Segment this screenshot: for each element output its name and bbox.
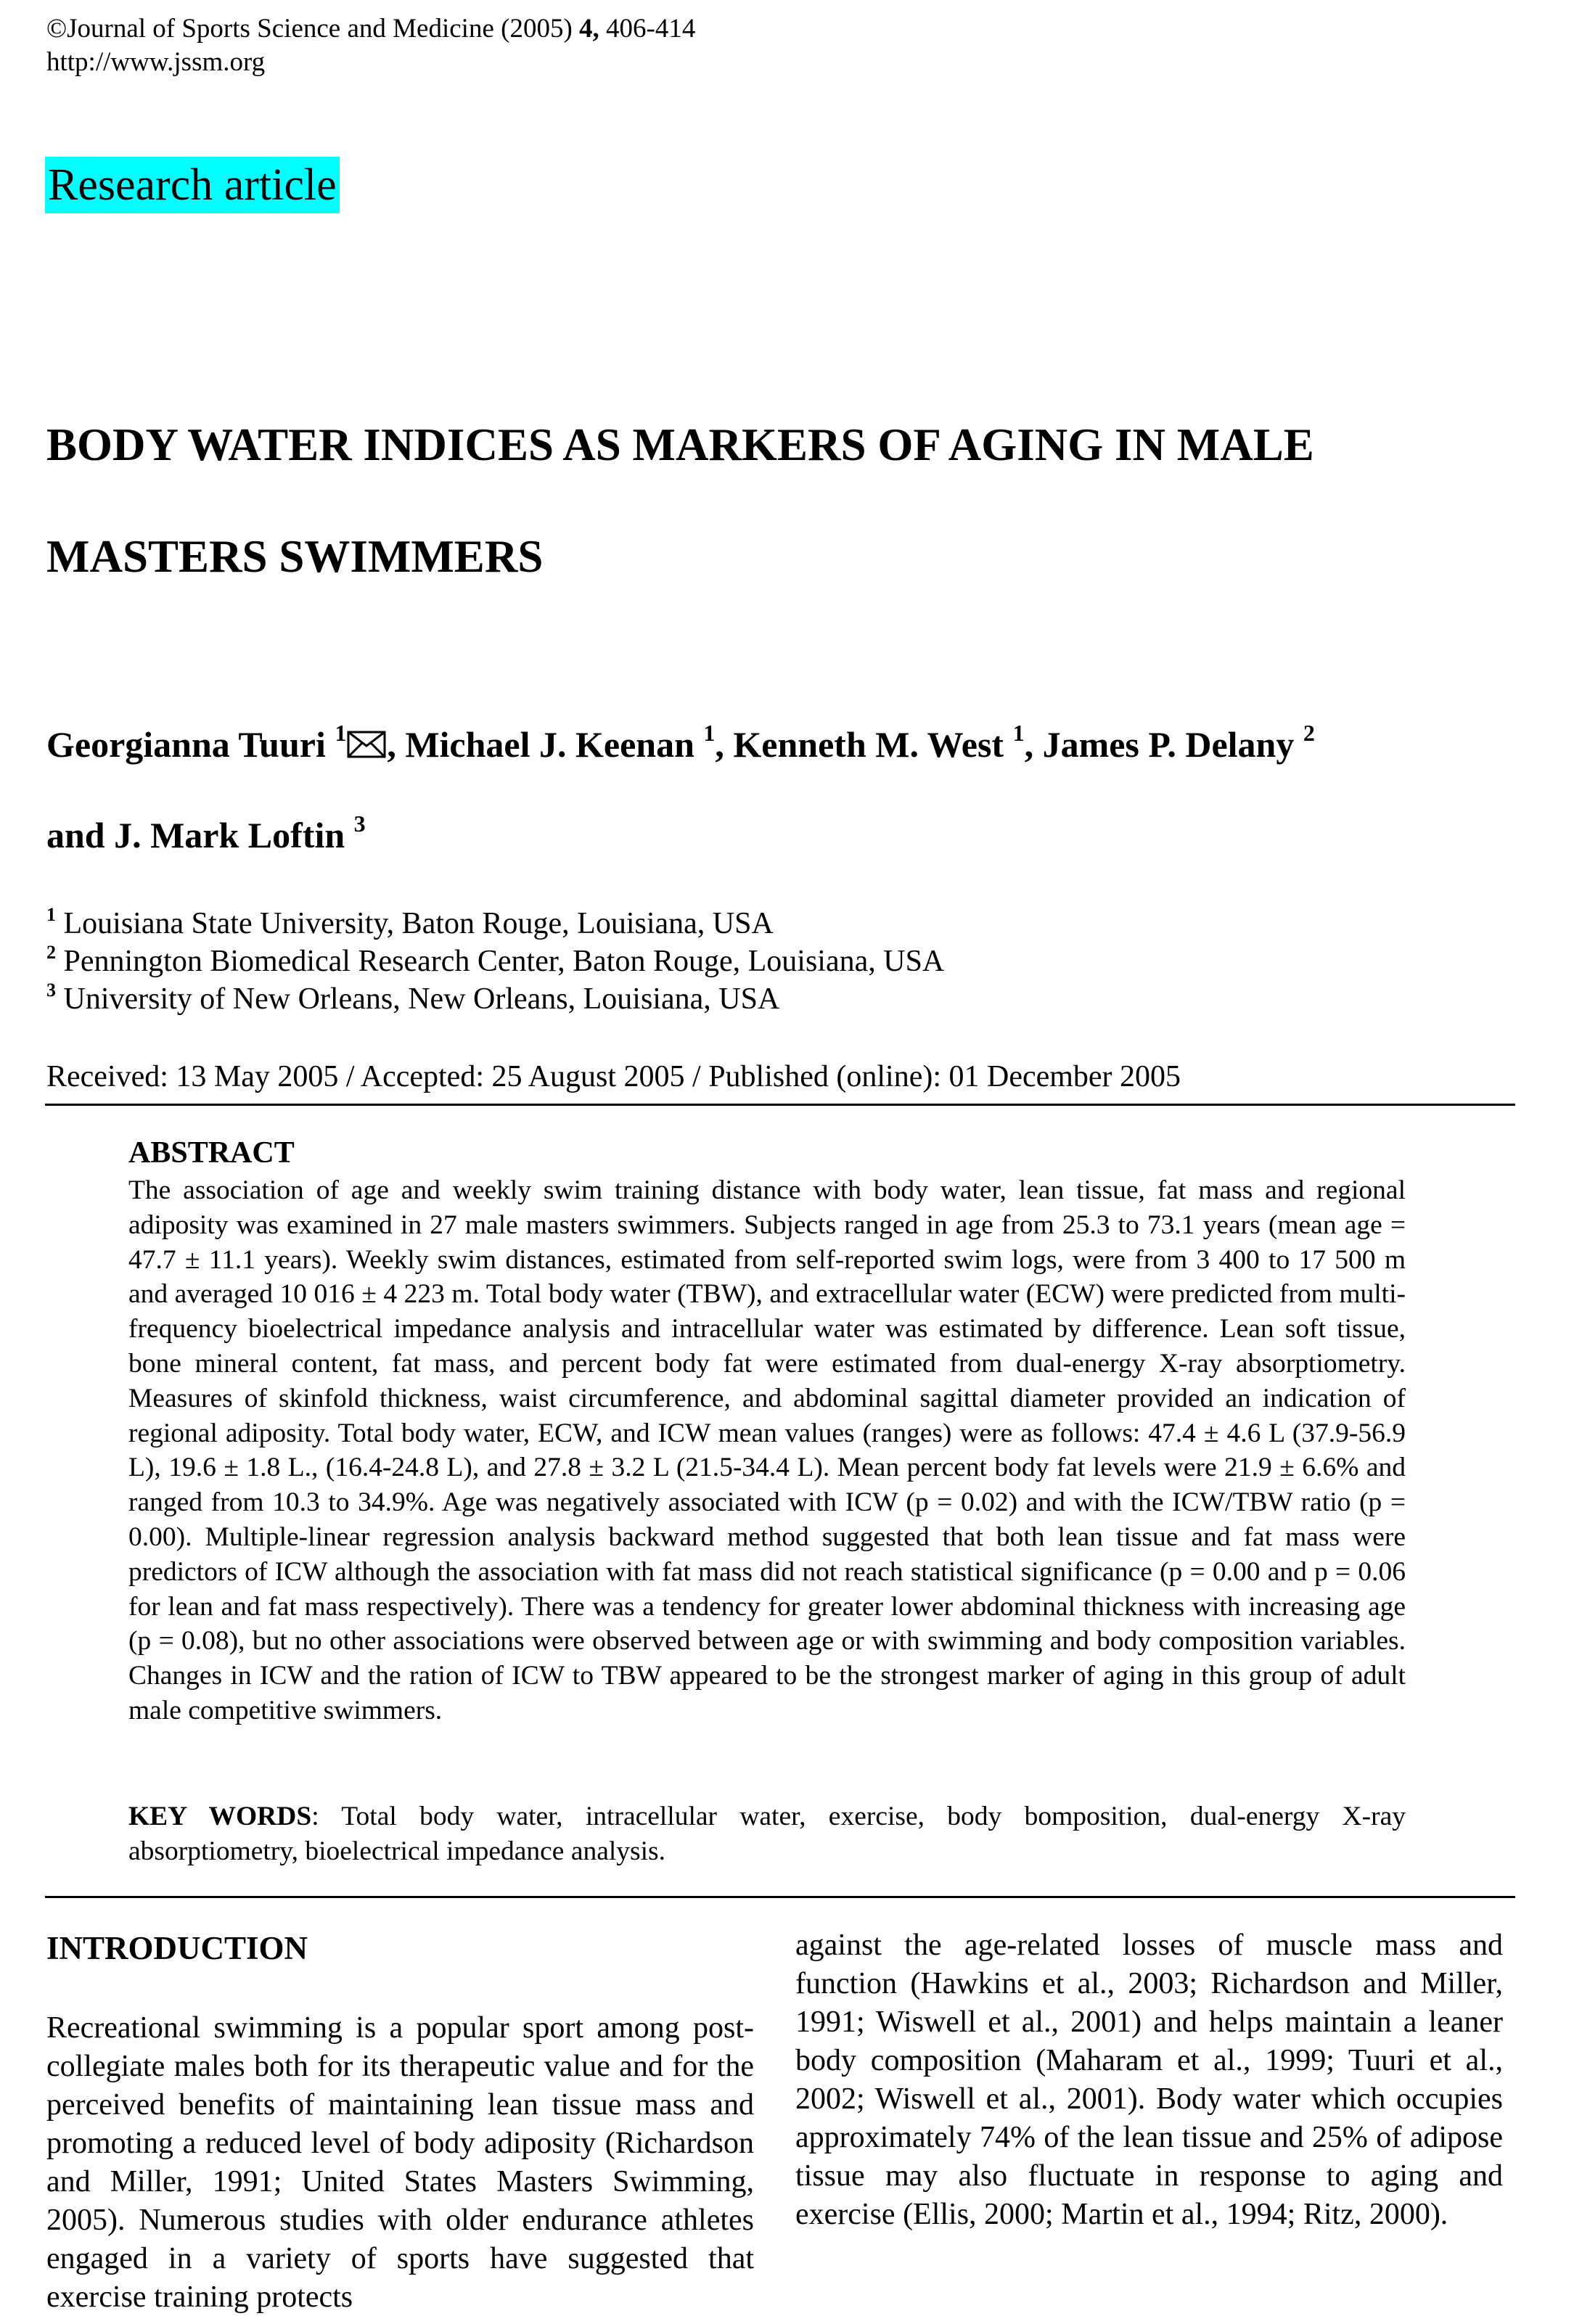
keywords-label: KEY WORDS — [128, 1802, 312, 1831]
affiliation-text: Louisiana State University, Baton Rouge, Louisiana, USA — [56, 907, 774, 940]
author-name: Michael J. Keenan — [405, 724, 704, 765]
article-title-line-2: MASTERS SWIMMERS — [46, 531, 544, 582]
author-affiliation-mark: 1 — [703, 720, 716, 746]
author-affiliation-mark: 3 — [353, 810, 366, 837]
keywords-text: : Total body water, intracellular water, exercise, body bomposition, dual-energy X-ray absorptiometry, bioelectrical impedance analysis. — [128, 1802, 1406, 1866]
introduction-heading: INTRODUCTION — [46, 1930, 308, 1966]
divider — [45, 1104, 1515, 1106]
author-name: and J. Mark Loftin — [46, 815, 354, 855]
affiliation-number: 3 — [46, 980, 56, 1001]
author-separator: , — [1024, 724, 1043, 765]
abstract-body: The association of age and weekly swim training distance with body water, lean tissue, fat mass and regional adiposity was examined in 27 male masters swimmers. Subjects ranged in age from 25.3 to 73.1 years (mean age = 47.7 ± 11.1 years). Weekly swim distances, estimated from self-reported swim logs, were from 3 400 to 17 500 m and averaged 10 016 ± 4 223 m. Total body water (TBW), and extracellular water (ECW) were predicted from multi-frequency bioelectrical impedance analysis and intracellular water was estimated by difference. Lean soft tissue, bone mineral content, fat mass, and percent body fat were estimated from dual-energy X-ray absorptiometry. Measures of skinfold thickness, waist circumference, and abdominal sagittal diameter provided an indication of regional adiposity. Total body water, ECW, and ICW mean values (ranges) were as follows: 47.4 ± 4.6 L (37.9-56.9 L), 19.6 ± 1.8 L., (16.4-24.8 L), and 27.8 ± 3.2 L (21.5-34.4 L). Mean percent body fat levels were 21.9 ± 6.6% and ranged from 10.3 to 34.9%. Age was negatively associated with ICW (p = 0.02) and with the ICW/TBW ratio (p = 0.00). Multiple-linear regression analysis backward method suggested that both lean tissue and fat mass were predictors of ICW although the association with fat mass did not reach statistical significance (p = 0.00 and p = 0.06 for lean and fat mass respectively). There was a tendency for greater lower abdominal thickness with increasing age (p = 0.08), but no other associations were observed between age or with swimming and body composition variables. Changes in ICW and the ration of ICW to TBW appeared to be the strongest marker of aging in this group of adult male competitive swimmers. — [128, 1175, 1406, 1725]
affiliation-text: Pennington Biomedical Research Center, Baton Rouge, Louisiana, USA — [56, 945, 945, 978]
affiliation — [46, 980, 779, 1018]
journal-pages: 406-414 — [599, 14, 696, 44]
author-list-continued — [46, 811, 366, 859]
author-list — [46, 720, 1315, 768]
affiliation-number: 1 — [46, 904, 56, 925]
abstract-heading: ABSTRACT — [128, 1136, 295, 1170]
affiliation — [46, 905, 774, 943]
author-name: Georgianna Tuuri — [46, 724, 335, 765]
keywords — [128, 1799, 1406, 1869]
divider — [45, 1896, 1515, 1898]
journal-url[interactable]: http://www.jssm.org — [46, 47, 266, 77]
author-affiliation-mark: 1 — [1012, 720, 1025, 746]
introduction-right-column: against the age-related losses of muscle mass and function (Hawkins et al., 2003; Richardson and Miller, 1991; Wiswell et al., 2001) and helps maintain a leaner body composition (Maharam et al., 1999; Tuuri et al., 2002; Wiswell et al., 2001). Body water which occupies approximately 74% of the lean tissue and 25% of adipose tissue may also fluctuate in response to aging and exercise (Ellis, 2000; Martin et al., 1994; Ritz, 2000). — [795, 1929, 1503, 2231]
journal-citation — [46, 12, 695, 46]
envelope-icon[interactable] — [346, 730, 387, 759]
article-title-line-1: BODY WATER INDICES AS MARKERS OF AGING IN MALE — [46, 419, 1314, 470]
journal-volume: 4, — [579, 14, 599, 44]
author-name: Kenneth M. West — [733, 724, 1013, 765]
publication-dates: Received: 13 May 2005 / Accepted: 25 August 2005 / Published (online): 01 December 2005 — [46, 1060, 1181, 1093]
article-type-label: Research article — [45, 157, 340, 213]
affiliation-number: 2 — [46, 942, 56, 963]
author-separator: , — [387, 724, 406, 765]
author-affiliation-mark: 1 — [335, 720, 347, 746]
affiliation — [46, 943, 944, 980]
affiliation-text: University of New Orleans, New Orleans, Louisiana, USA — [56, 982, 780, 1016]
author-affiliation-mark: 2 — [1303, 720, 1315, 746]
author-name: James P. Delany — [1042, 724, 1303, 765]
author-separator: , — [715, 724, 734, 765]
journal-name: ©Journal of Sports Science and Medicine (2005) — [46, 14, 580, 44]
introduction-left-column: Recreational swimming is a popular sport among post-collegiate males both for its therapeutic value and for the perceived benefits of maintaining lean tissue mass and promoting a reduced level of body adiposity (Richardson and Miller, 1991; United States Masters Swimming, 2005). Numerous studies with older endurance athletes engaged in a variety of sports have suggested that exercise training protects — [46, 2011, 754, 2314]
